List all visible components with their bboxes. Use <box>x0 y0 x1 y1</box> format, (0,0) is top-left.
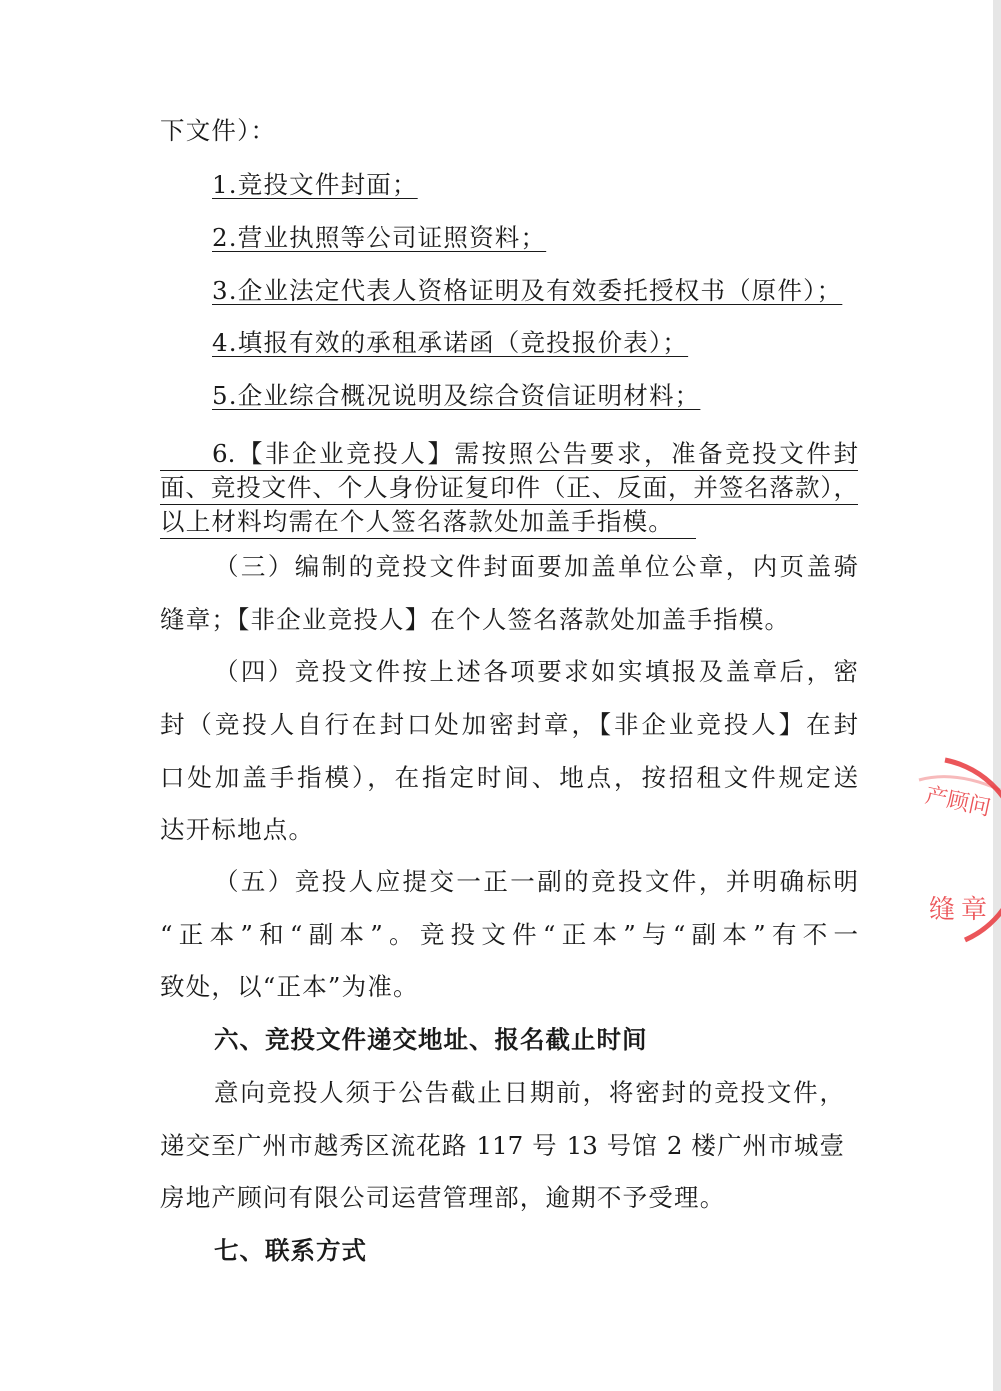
para3-line: 缝章；【非企业竞投人】在个人签名落款处加盖手指模。 <box>160 605 791 634</box>
list-item: 3.企业法定代表人资格证明及有效委托授权书（原件）； <box>212 276 843 305</box>
list-item: 5.企业综合概况说明及综合资信证明材料； <box>212 381 701 410</box>
para5-line: （五）竞投人应提交一正一副的竞投文件，并明确标明 <box>214 867 858 896</box>
para4-line: （四）竞投文件按上述各项要求如实填报及盖章后，密 <box>214 657 858 686</box>
item6-block <box>160 437 858 539</box>
list-item: 2.营业执照等公司证照资料； <box>212 223 547 252</box>
item6-line: 面、竞投文件、个人身份证复印件（正、反面，并签名落款）， <box>160 471 858 505</box>
red-seal-stamp <box>905 750 1001 950</box>
intro-line: 下文件）： <box>160 116 277 145</box>
item6-line: 6.【非企业竞投人】需按照公告要求，准备竞投文件封 <box>160 437 858 471</box>
section-heading-7: 七、联系方式 <box>214 1236 367 1265</box>
para6-line: 房地产顾问有限公司运营管理部，逾期不予受理。 <box>160 1183 726 1212</box>
seal-text-top: 产顾问 <box>922 783 993 822</box>
page-edge <box>993 0 1001 1391</box>
para5-line: 致处，以“正本”为准。 <box>160 972 419 1001</box>
list-item: 4.填报有效的承租承诺函（竞投报价表）； <box>212 328 689 357</box>
para4-line: 达开标地点。 <box>160 815 315 844</box>
para3-line: （三）编制的竞投文件封面要加盖单位公章，内页盖骑 <box>214 552 858 581</box>
seal-icon <box>905 750 1001 950</box>
list-item: 1.竞投文件封面； <box>212 170 418 199</box>
para4-line: 封（竞投人自行在封口处加密封章，【非企业竞投人】在封 <box>160 710 858 739</box>
item6-line: 以上材料均需在个人签名落款处加盖手指模。 <box>160 505 696 539</box>
para5-line: “正本”和“副本”。竞投文件“正本”与“副本”有不一 <box>160 920 858 949</box>
seal-text-bottom: 缝章 <box>929 895 994 925</box>
para4-line: 口处加盖手指模），在指定时间、地点，按招租文件规定送 <box>160 763 858 792</box>
para6-line: 意向竞投人须于公告截止日期前，将密封的竞投文件， <box>214 1078 844 1107</box>
para6-line: 递交至广州市越秀区流花路 117 号 13 号馆 2 楼广州市城壹 <box>160 1131 844 1160</box>
section-heading-6: 六、竞投文件递交地址、报名截止时间 <box>214 1025 648 1054</box>
